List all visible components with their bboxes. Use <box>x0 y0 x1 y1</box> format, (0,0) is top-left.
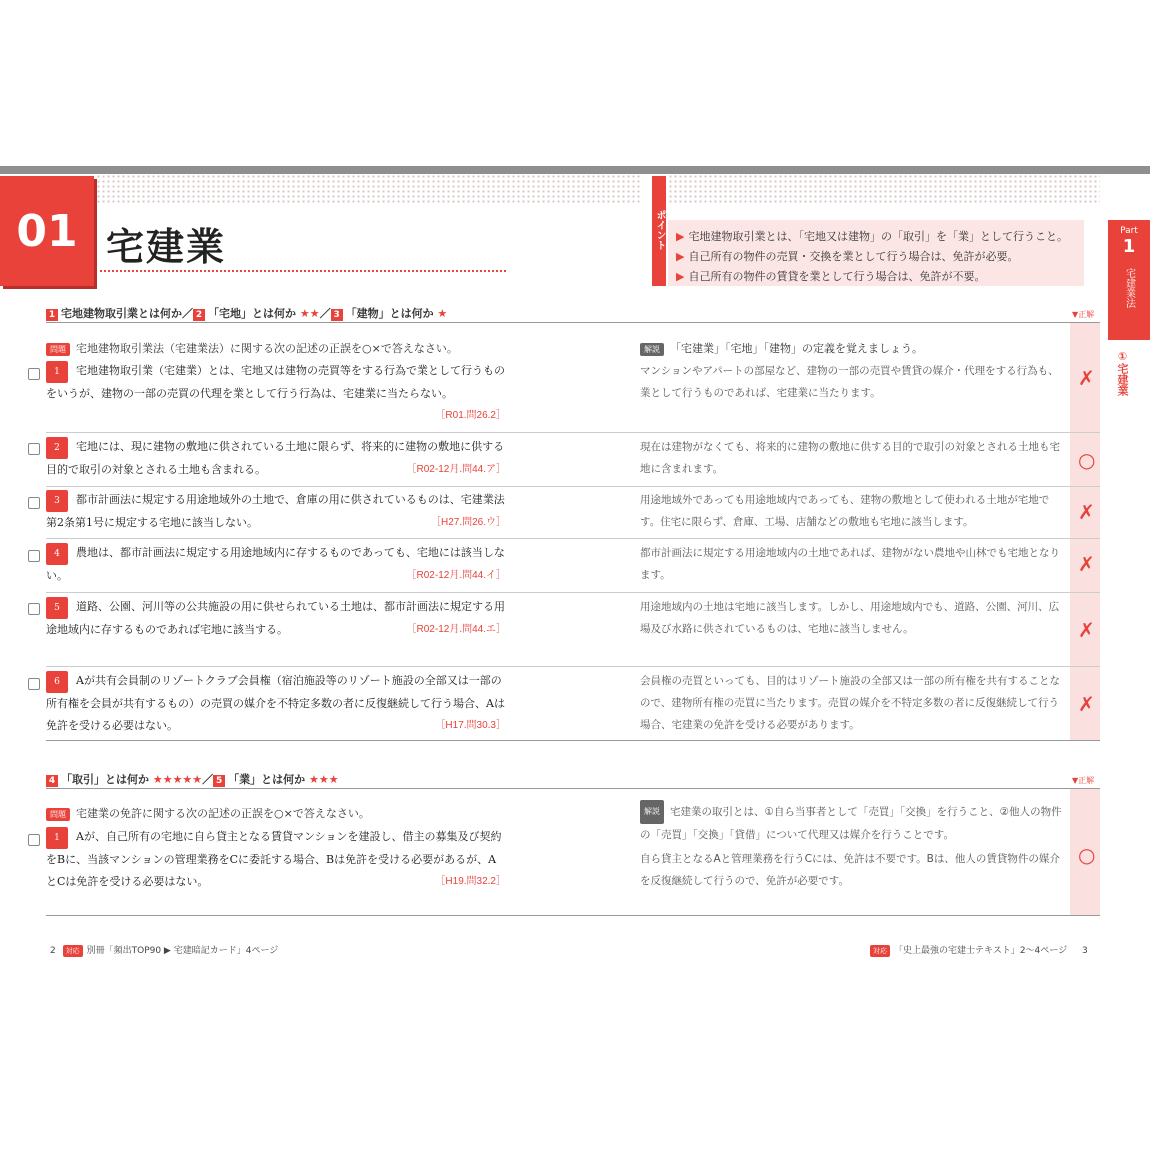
section-tab[interactable]: ①宅建業 <box>1116 350 1129 396</box>
question-checkbox[interactable] <box>28 834 40 846</box>
triangle-icon: ▶ <box>676 250 685 263</box>
footer-left: 2 対応 別冊「頻出TOP90 ▶ 宅建暗記カード」4ページ <box>50 946 279 956</box>
question-checkbox[interactable] <box>28 497 40 509</box>
question-text: 6 Aが共有会員制のリゾートクラブ会員権（宿泊施設等のリゾート施設の全部又は一部の所有権を会員が共有するもの）の売買の媒介を不特定多数の者に反復継続して行う場合、Aは免許を受ける必要はない。 ［H17.問30.3］ <box>46 670 506 737</box>
chapter-number: 01 <box>0 176 94 286</box>
top-rule <box>0 166 1150 174</box>
section-heading: 1 宅地建物取引業とは何か／ 2 「宅地」とは何か ★★／ 3 「建物」とは何か ★ <box>46 305 447 321</box>
question-checkbox[interactable] <box>28 550 40 562</box>
question-checkbox[interactable] <box>28 678 40 690</box>
answer-mark: ✗ <box>1078 692 1095 716</box>
explanation-text: 自ら貸主となるAと管理業務を行うCには、免許は不要です。Bは、他人の賃貸物件の媒介を反復継続して行うので、免許が必要です。 <box>640 853 1060 887</box>
question-checkbox[interactable] <box>28 603 40 615</box>
part-tab[interactable] <box>1108 220 1150 340</box>
explanation-text: マンションやアパートの部屋など、建物の一部の売買や賃貸の媒介・代理をする行為も、業として行うものであれば、宅建業に当たります。 <box>640 365 1059 399</box>
question-checkbox[interactable] <box>28 443 40 455</box>
page-title: 宅建業 <box>106 225 227 269</box>
section-rule <box>46 322 1100 323</box>
section-end-rule <box>46 740 1100 741</box>
row-separator <box>46 666 1100 667</box>
point-item: ▶ 宅地建物取引業とは、「宅地又は建物」の「取引」を「業」として行うこと。 <box>676 230 1068 243</box>
answer-mark: ✗ <box>1078 500 1095 524</box>
question-reference: ［H17.問30.3］ <box>435 720 506 731</box>
answer-mark: ○ <box>1078 448 1096 472</box>
section-num-icon: 4 <box>46 775 58 787</box>
question-reference: ［R02-12月.問44.イ］ <box>406 570 506 581</box>
point-label: ポイント <box>654 210 665 250</box>
importance-stars: ★★★ <box>309 773 339 786</box>
section-num-icon: 5 <box>213 775 225 787</box>
part-number: 1 <box>1122 236 1136 257</box>
row-separator <box>46 592 1100 593</box>
triangle-icon: ▶ <box>676 230 685 243</box>
part-label: Part <box>1120 226 1138 236</box>
explanation-text: 会員権の売買といっても、目的はリゾート施設の全部又は一部の所有権を共有することなので、建物所有権の売買に当たります。売買の媒介を不特定多数の者に反復継続して行う場合、宅建業の免許を受ける必要があります。 <box>640 675 1060 731</box>
question-text: 5 道路、公園、河川等の公共施設の用に供せられている土地は、都市計画法に規定する用途地域内に存するものであれば宅地に該当する。 ［R02-12月.問44.エ］ <box>46 596 506 641</box>
importance-stars: ★ <box>437 307 448 320</box>
question-text: 3 都市計画法に規定する用途地域外の土地で、倉庫の用に供されているものは、宅建業法第2条第1号に規定する宅地に該当しない。 ［H27.問26.ウ］ <box>46 489 506 534</box>
section-num-icon: 3 <box>331 309 343 321</box>
section-heading: 4 「取引」とは何か ★★★★★／ 5 「業」とは何か ★★★ <box>46 771 339 787</box>
section-num-icon: 2 <box>193 309 205 321</box>
page-number: 3 <box>1081 946 1088 956</box>
explanation-text: 都市計画法に規定する用途地域内の土地であれば、建物がない農地や山林でも宅地となります。 <box>640 547 1060 581</box>
answer-label: ▼正解 <box>1072 776 1095 785</box>
row-separator <box>46 432 1100 433</box>
question-reference: ［H27.問26.ウ］ <box>430 517 506 528</box>
answer-label: ▼正解 <box>1072 310 1095 319</box>
explanation-text: 現在は建物がなくても、将来的に建物の敷地に供する目的で取引の対象とされる土地も宅地に含まれます。 <box>640 441 1060 475</box>
section-end-rule <box>46 915 1100 916</box>
page-number: 2 <box>50 946 56 956</box>
explanation-intro: 解説 宅建業の取引とは、①自ら当事者として「売買」「交換」を行うこと、②他人の物件の「売買」「交換」「貸借」について代理又は媒介を行うことです。 <box>640 800 1062 846</box>
row-separator <box>46 538 1100 539</box>
explanation-text: 用途地域外であっても用途地域内であっても、建物の敷地として使われる土地が宅地です。住宅に限らず、倉庫、工場、店舗などの敷地も宅地に該当します。 <box>640 494 1050 528</box>
part-title: 宅建業法 <box>1123 268 1135 308</box>
row-separator <box>46 486 1100 487</box>
triangle-icon: ▶ <box>676 270 685 283</box>
question-text: 1 宅地建物取引業（宅建業）とは、宅地又は建物の売買等をする行為で業として行うものをいうが、建物の一部の売買の代理を業として行う行為は、宅建業に当たらない。 ［R01.問26.2］ <box>46 360 506 427</box>
question-prompt: 問題 宅地建物取引業法（宅建業法）に関する次の記述の正誤を○×で答えなさい。 <box>46 340 458 356</box>
answer-mark: ✗ <box>1078 552 1095 576</box>
footer-right: 対応 「史上最強の宅建士テキスト」2～4ページ 3 <box>866 943 1088 957</box>
hatch-decoration-left <box>96 174 640 204</box>
hatch-decoration-right <box>668 174 1100 204</box>
question-text: 1 Aが、自己所有の宅地に自ら貸主となる賃貸マンションを建設し、借主の募集及び契約をBに、当該マンションの管理業務をCに委託する場合、Bは免許を受ける必要があるが、AとCは免許を受ける必要はない。 ［H19.問32.2］ <box>46 826 506 893</box>
question-reference: ［R02-12月.問44.ア］ <box>406 464 506 475</box>
title-underline <box>100 270 506 272</box>
question-text: 4 農地は、都市計画法に規定する用途地域内に存するものであっても、宅地には該当しない。 ［R02-12月.問44.イ］ <box>46 542 506 587</box>
question-reference: ［R01.問26.2］ <box>435 410 506 421</box>
question-prompt: 問題 宅建業の免許に関する次の記述の正誤を○×で答えなさい。 <box>46 805 370 821</box>
section-num-icon: 1 <box>46 309 58 321</box>
point-item: ▶ 自己所有の物件の賃貸を業として行う場合は、免許が不要。 <box>676 270 986 283</box>
answer-mark: ✗ <box>1078 618 1095 642</box>
explanation-text: 用途地域内の土地は宅地に該当します。しかし、用途地域内でも、道路、公園、河川、広場及び水路に供されているものは、宅地に該当しません。 <box>640 601 1060 635</box>
question-reference: ［R02-12月.問44.エ］ <box>406 624 506 635</box>
importance-stars: ★★ <box>299 307 320 320</box>
section-rule <box>46 788 1100 789</box>
question-checkbox[interactable] <box>28 368 40 380</box>
importance-stars: ★★★★★ <box>152 773 203 786</box>
answer-mark: ○ <box>1078 843 1096 867</box>
question-reference: ［H19.問32.2］ <box>435 876 506 887</box>
point-item: ▶ 自己所有の物件の売買・交換を業として行う場合は、免許が必要。 <box>676 250 1019 263</box>
question-text: 2 宅地には、現に建物の敷地に供されている土地に限らず、将来的に建物の敷地に供する目的で取引の対象とされる土地も含まれる。 ［R02-12月.問44.ア］ <box>46 436 506 481</box>
explanation-intro: 解説 「宅建業」「宅地」「建物」の定義を覚えましょう。 <box>640 340 923 356</box>
answer-mark: ✗ <box>1078 366 1095 390</box>
